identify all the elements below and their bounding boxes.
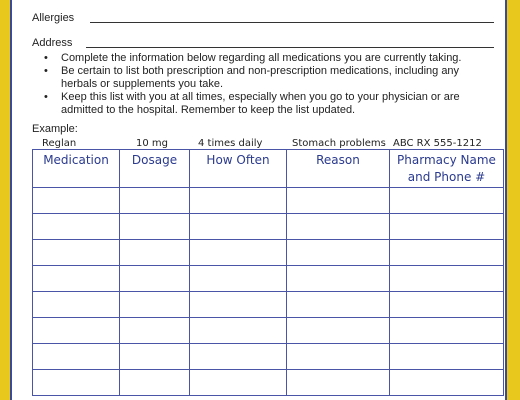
header-dosage: Dosage [120, 150, 190, 188]
table-cell[interactable] [33, 240, 120, 266]
table-row [33, 240, 504, 266]
table-cell[interactable] [390, 188, 504, 214]
instruction-text: Complete the information below regarding all medications you are currently taking. [61, 52, 462, 64]
table-cell[interactable] [390, 214, 504, 240]
table-cell[interactable] [120, 240, 190, 266]
table-cell[interactable] [120, 370, 190, 396]
medication-table [32, 149, 504, 396]
table-cell[interactable] [190, 188, 287, 214]
instruction-item [32, 91, 482, 117]
table-cell[interactable] [190, 370, 287, 396]
table-cell[interactable] [190, 318, 287, 344]
table-row [33, 266, 504, 292]
table-row [33, 370, 504, 396]
table-cell[interactable] [390, 266, 504, 292]
table-cell[interactable] [120, 318, 190, 344]
bullet-icon: • [44, 91, 48, 103]
table-cell[interactable] [190, 292, 287, 318]
example-how-often: 4 times daily [198, 138, 263, 149]
table-row [33, 318, 504, 344]
instruction-text: Be certain to list both prescription and non-prescription medications, including any herbals or supplements you take. [61, 65, 460, 90]
table-cell[interactable] [287, 188, 390, 214]
example-medication: Reglan [42, 138, 77, 149]
table-row [33, 188, 504, 214]
table-cell[interactable] [390, 370, 504, 396]
table-row [33, 344, 504, 370]
header-how-often: How Often [190, 150, 287, 188]
table-cell[interactable] [120, 188, 190, 214]
table-cell[interactable] [390, 240, 504, 266]
instruction-item [32, 52, 482, 65]
bullet-icon: • [44, 65, 48, 77]
table-cell[interactable] [287, 344, 390, 370]
header-pharmacy-line1: Pharmacy Name [397, 153, 496, 167]
table-cell[interactable] [33, 266, 120, 292]
table-cell[interactable] [120, 292, 190, 318]
table-cell[interactable] [33, 292, 120, 318]
table-cell[interactable] [287, 240, 390, 266]
allergies-label: Allergies [32, 12, 75, 24]
table-cell[interactable] [390, 292, 504, 318]
example-reason: Stomach problems [292, 138, 386, 149]
header-medication: Medication [33, 150, 120, 188]
header-reason: Reason [287, 150, 390, 188]
address-label: Address [32, 37, 73, 49]
table-row [33, 292, 504, 318]
table-cell[interactable] [33, 214, 120, 240]
table-cell[interactable] [390, 344, 504, 370]
example-label: Example: [32, 123, 78, 135]
example-pharmacy: ABC RX 555-1212 [393, 138, 482, 149]
table-cell[interactable] [390, 318, 504, 344]
medication-list-form [10, 0, 507, 400]
table-cell[interactable] [287, 318, 390, 344]
table-cell[interactable] [120, 344, 190, 370]
table-cell[interactable] [287, 266, 390, 292]
table-cell[interactable] [287, 214, 390, 240]
address-field[interactable] [86, 47, 494, 48]
instructions-list [32, 52, 482, 117]
table-cell[interactable] [190, 344, 287, 370]
table-cell[interactable] [33, 188, 120, 214]
table-cell[interactable] [33, 370, 120, 396]
header-pharmacy [390, 150, 504, 188]
table-cell[interactable] [287, 292, 390, 318]
table-cell[interactable] [33, 318, 120, 344]
bullet-icon: • [44, 52, 48, 64]
table-cell[interactable] [120, 266, 190, 292]
table-cell[interactable] [190, 266, 287, 292]
allergies-field[interactable] [90, 22, 494, 23]
table-cell[interactable] [33, 344, 120, 370]
table-cell[interactable] [120, 214, 190, 240]
header-pharmacy-line2: and Phone # [407, 170, 486, 184]
table-cell[interactable] [287, 370, 390, 396]
example-dosage: 10 mg [136, 138, 168, 149]
instruction-text: Keep this list with you at all times, especially when you go to your physician or are admitted to the hospital. Remember to keep the list updated. [61, 91, 460, 116]
instruction-item [32, 65, 482, 91]
table-header-row [33, 150, 504, 188]
table-row [33, 214, 504, 240]
table-cell[interactable] [190, 240, 287, 266]
table-cell[interactable] [190, 214, 287, 240]
